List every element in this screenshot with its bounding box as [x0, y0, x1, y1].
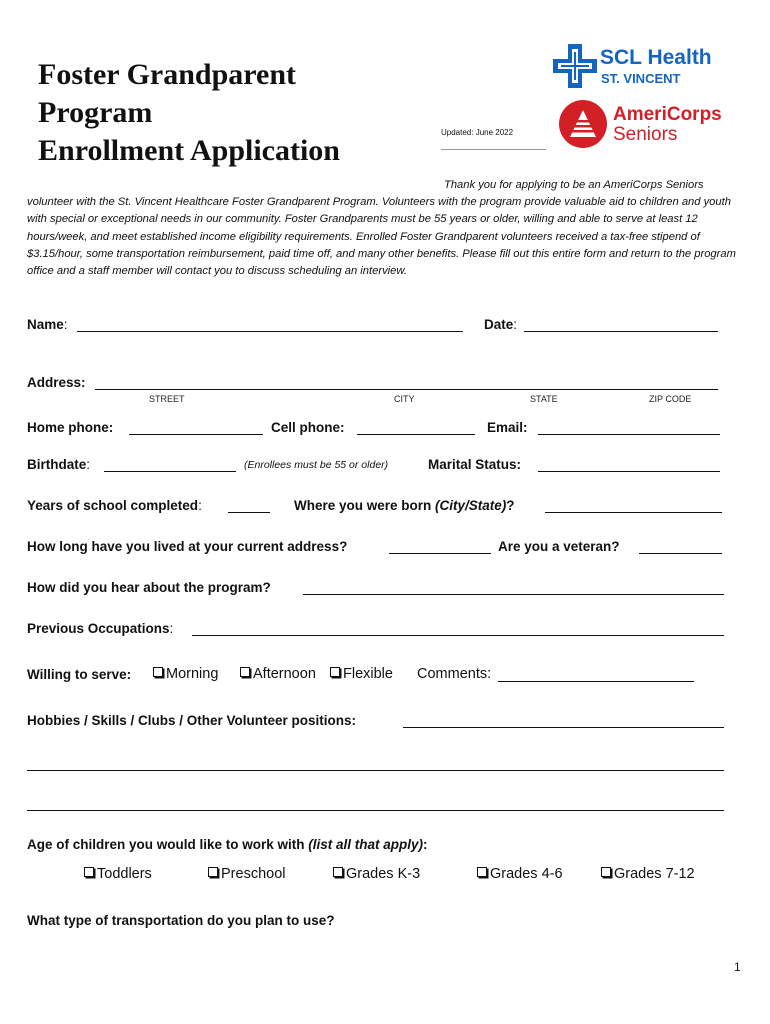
lived-field[interactable] [389, 553, 491, 554]
born-label-italic: (City/State) [435, 498, 507, 513]
intro-paragraph [27, 177, 745, 280]
veteran-label: Are you a veteran? [498, 539, 620, 554]
address-city-caption: CITY [394, 394, 415, 404]
age-7-12-text: Grades 7-12 [614, 866, 695, 882]
intro-body: volunteer with the St. Vincent Healthcare Foster Grandparent Program. Volunteers with the program provide valuable aid to children and youth with special or exceptional needs in our community. Foster Grandparents must be 55 years or older, willing and able to serve at least 12 hours/week, and meet established income eligibility requirements. Enrolled Foster Grandparent volunteers received a tax-free stipend of $3.15/hour, some transportation reimbursement, paid time off, and many other benefits. Please fill out this entire form and return to the program office and a staff member will contact you to discuss scheduling an interview. [27, 196, 736, 278]
checkbox-icon [477, 867, 487, 877]
updated-divider [441, 149, 546, 150]
marital-status-field[interactable] [538, 471, 720, 472]
page-number: 1 [734, 960, 741, 974]
willing-flexible-text: Flexible [343, 666, 393, 682]
address-label: Address: [27, 375, 86, 390]
willing-afternoon-checkbox[interactable] [240, 666, 316, 682]
age-toddlers-checkbox[interactable] [84, 866, 152, 882]
born-label-text: Where you were born [294, 498, 436, 513]
comments-label: Comments: [417, 666, 492, 682]
transportation-label: What type of transportation do you plan to use? [27, 913, 335, 928]
checkbox-icon [240, 667, 250, 677]
email-label: Email: [487, 420, 528, 435]
marital-status-label: Marital Status: [428, 457, 522, 472]
born-field[interactable] [545, 512, 722, 513]
americorps-a-icon [558, 99, 608, 149]
hobbies-field-2[interactable] [27, 770, 724, 771]
age-4-6-checkbox[interactable] [477, 866, 563, 882]
checkbox-icon [601, 867, 611, 877]
age-preschool-checkbox[interactable] [208, 866, 285, 882]
date-label: Date: [484, 317, 518, 332]
age-7-12-checkbox[interactable] [601, 866, 695, 882]
scl-sub: ST. VINCENT [601, 71, 681, 86]
age-4-6-text: Grades 4-6 [490, 866, 563, 882]
previous-occupations-field[interactable] [192, 635, 724, 636]
cell-phone-label: Cell phone: [271, 420, 345, 435]
years-school-label-text: Years of school completed [27, 498, 199, 513]
hobbies-field[interactable] [403, 727, 724, 728]
willing-morning-checkbox[interactable] [153, 666, 218, 682]
americorps-sub: Seniors [613, 124, 678, 145]
age-children-text: Age of children you would like to work with [27, 837, 309, 852]
previous-occupations-label: Previous Occupations: [27, 621, 174, 636]
willing-morning-text: Morning [166, 666, 219, 682]
hear-label: How did you hear about the program? [27, 580, 271, 595]
name-label: Name: [27, 317, 68, 332]
title-line-2: Program [38, 96, 153, 129]
checkbox-icon [84, 867, 94, 877]
home-phone-label: Home phone: [27, 420, 114, 435]
address-state-caption: STATE [530, 394, 558, 404]
address-zip-caption: ZIP CODE [649, 394, 692, 404]
age-toddlers-text: Toddlers [97, 866, 152, 882]
scl-name: SCL Health [600, 46, 712, 69]
checkbox-icon [333, 867, 343, 877]
checkbox-icon [330, 667, 340, 677]
checkbox-icon [208, 867, 218, 877]
age-children-label [27, 837, 428, 852]
name-field[interactable] [77, 331, 463, 332]
willing-flexible-checkbox[interactable] [330, 666, 393, 682]
updated-date: Updated: June 2022 [441, 128, 514, 137]
born-label-suffix: ? [506, 498, 515, 513]
address-street-caption: STREET [149, 394, 185, 404]
birthdate-label: Birthdate: [27, 457, 91, 472]
title-line-1: Foster Grandparent [38, 58, 297, 91]
americorps-name: AmeriCorps [613, 104, 722, 125]
previous-occupations-text: Previous Occupations [27, 621, 170, 636]
years-school-label: Years of school completed: [27, 498, 202, 513]
age-k3-checkbox[interactable] [333, 866, 420, 882]
birthdate-note: (Enrollees must be 55 or older) [244, 459, 389, 471]
address-field[interactable] [95, 389, 718, 390]
age-k3-text: Grades K-3 [346, 866, 421, 882]
age-preschool-text: Preschool [221, 866, 286, 882]
scl-cross-icon [553, 44, 597, 90]
birthdate-field[interactable] [104, 471, 236, 472]
comments-field[interactable] [498, 681, 694, 682]
hear-field[interactable] [303, 594, 724, 595]
birthdate-label-text: Birthdate [27, 457, 87, 472]
cell-phone-field[interactable] [357, 434, 475, 435]
hobbies-label: Hobbies / Skills / Clubs / Other Volunteer positions: [27, 713, 357, 728]
born-label [294, 498, 515, 513]
age-children-suffix: : [423, 837, 428, 852]
willing-label: Willing to serve: [27, 667, 132, 682]
name-label-text: Name [27, 317, 64, 332]
lived-label: How long have you lived at your current address? [27, 539, 348, 554]
hobbies-field-3[interactable] [27, 810, 724, 811]
home-phone-field[interactable] [129, 434, 263, 435]
veteran-field[interactable] [639, 553, 722, 554]
date-label-text: Date [484, 317, 514, 332]
age-children-italic: (list all that apply) [308, 837, 424, 852]
title-line-3: Enrollment Application [38, 134, 340, 167]
years-school-field[interactable] [228, 512, 270, 513]
date-field[interactable] [524, 331, 718, 332]
email-field[interactable] [538, 434, 720, 435]
form-title [38, 56, 340, 170]
checkbox-icon [153, 667, 163, 677]
willing-afternoon-text: Afternoon [253, 666, 316, 682]
intro-first-line: Thank you for applying to be an AmeriCorps Seniors [444, 179, 704, 191]
